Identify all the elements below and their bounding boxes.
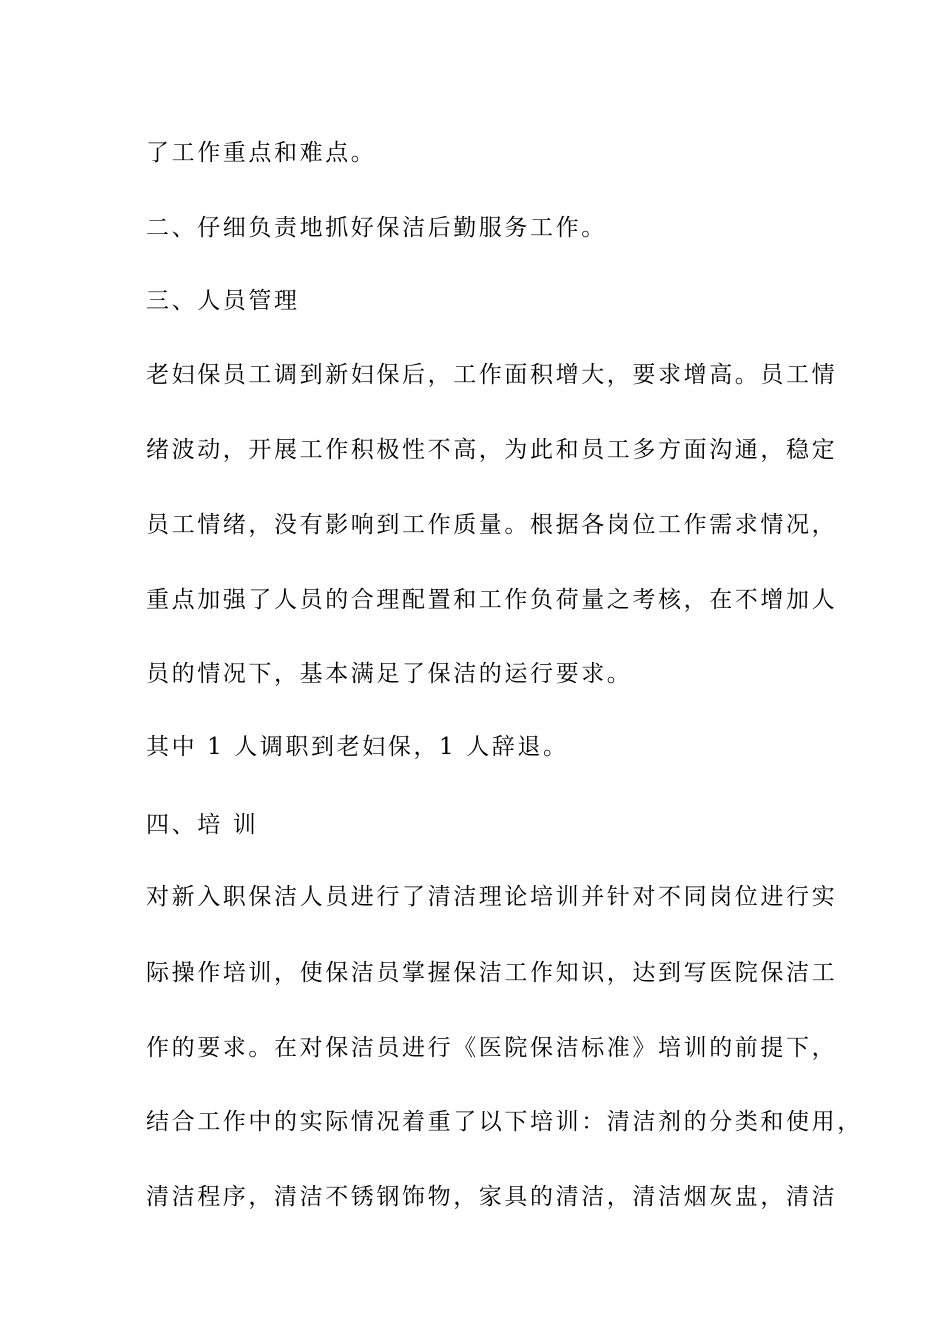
text-line: 老妇保员工调到新妇保后，工作面积增大，要求增高。员工情 — [146, 362, 838, 388]
text-line: 重点加强了人员的合理配置和工作负荷量之考核，在不增加人 — [146, 587, 838, 613]
text-line: 清洁程序，清洁不锈钢饰物，家具的清洁，清洁烟灰盅，清洁 — [146, 1184, 838, 1210]
text-line: 了工作重点和难点。 — [146, 140, 377, 166]
text-line: 员的情况下，基本满足了保洁的运行要求。 — [146, 661, 633, 687]
section-heading: 四、培 训 — [146, 812, 259, 838]
text-line: 作的要求。在对保洁员进行《医院保洁标准》培训的前提下， — [146, 1035, 838, 1061]
text-line: 绪波动，开展工作积极性不高，为此和员工多方面沟通，稳定 — [146, 437, 838, 463]
text-line: 结合工作中的实际情况着重了以下培训：清洁剂的分类和使用， — [146, 1109, 863, 1135]
text-line: 员工情绪，没有影响到工作质量。根据各岗位工作需求情况， — [146, 512, 838, 538]
text-line: 际操作培训，使保洁员掌握保洁工作知识，达到写医院保洁工 — [146, 960, 838, 986]
text-line: 对新入职保洁人员进行了清洁理论培训并针对不同岗位进行实 — [146, 884, 838, 910]
text-line: 其中 1 人调职到老妇保，1 人辞退。 — [146, 734, 569, 760]
section-heading: 二、仔细负责地抓好保洁后勤服务工作。 — [146, 215, 607, 241]
section-heading: 三、人员管理 — [146, 288, 300, 314]
